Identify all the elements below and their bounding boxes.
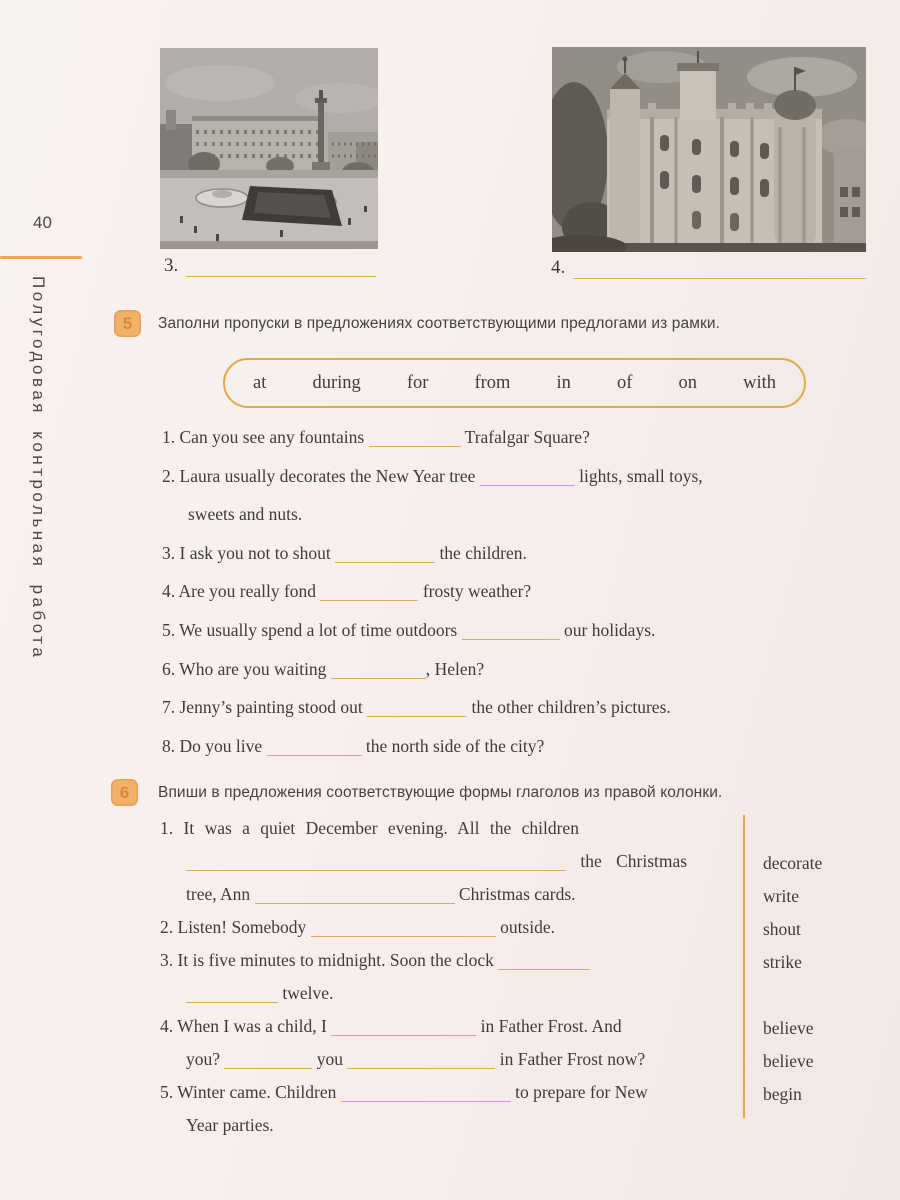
answer-blank[interactable]: [347, 1052, 495, 1070]
sentence-text: tree, Ann: [186, 884, 255, 904]
sentence-line: [162, 727, 867, 766]
sentence-text: our holidays.: [559, 619, 656, 640]
sentence-line: [160, 845, 730, 878]
sentence-text: 3. It is five minutes to midnight. Soon the clock: [160, 950, 499, 970]
sentence-text: 3. I ask you not to shout: [162, 542, 336, 563]
word-bank-item: on: [678, 372, 697, 393]
exercise-5-sentences: [162, 418, 867, 765]
sentence-text: 5. Winter came. Children: [160, 1082, 341, 1102]
sentence-line: [162, 457, 867, 496]
sentence-text: the Christmas: [566, 851, 688, 871]
tower-of-london-photo: [552, 47, 866, 252]
sentence-text: in Father Frost now?: [495, 1049, 646, 1069]
sentence-text: , Helen?: [425, 658, 485, 679]
answer-blank[interactable]: [224, 1052, 312, 1070]
sidebar-rule: [0, 256, 82, 259]
answer-blank[interactable]: [498, 953, 590, 971]
answer-blank[interactable]: [331, 661, 426, 679]
sentence-text: Year parties.: [186, 1115, 274, 1135]
exercise-5-instruction: Заполни пропуски в предложениях соответствующими предлогами из рамки.: [158, 315, 721, 332]
sentence-text: 2. Laura usually decorates the New Year tree: [162, 465, 480, 486]
sentence-line: [160, 1010, 730, 1043]
caption-answer-blank[interactable]: [573, 259, 866, 279]
sentence-line: [160, 812, 730, 845]
sentence-line: [162, 418, 867, 457]
answer-blank[interactable]: [367, 700, 467, 718]
sentence-text: lights, small toys,: [574, 465, 703, 486]
caption-number: 3.: [164, 255, 179, 276]
word-bank-item: in: [556, 372, 571, 393]
verb-option: write: [763, 886, 799, 906]
sentence-line: [160, 1043, 730, 1076]
sentence-line: [160, 1109, 730, 1142]
sentence-text: Trafalgar Square?: [460, 427, 590, 447]
sentence-line: [162, 495, 867, 534]
sentence-text: you: [312, 1049, 348, 1069]
sentence-text: 2. Listen! Somebody: [160, 917, 311, 937]
verb-option: shout: [763, 919, 801, 939]
verb-column-separator: [743, 815, 745, 1118]
exercise-6-instruction: Впиши в предложения соответствующие формы глаголов из правой колонки.: [158, 784, 723, 801]
sentence-text: outside.: [495, 917, 555, 937]
answer-blank[interactable]: [480, 468, 575, 486]
word-bank: [223, 358, 806, 408]
sentence-line: [160, 1076, 730, 1109]
sentence-text: the other children’s pictures.: [467, 697, 671, 718]
page-number: 40: [33, 213, 52, 232]
sentence-line: [162, 534, 867, 573]
sentence-text: 1. Can you see any fountains: [162, 427, 369, 447]
caption-number: 4.: [551, 257, 566, 278]
photo-caption-4: [551, 257, 866, 279]
verb-option: believe: [763, 1018, 814, 1038]
sentence-text: in Father Frost. And: [476, 1016, 622, 1036]
sentence-line: [162, 611, 867, 650]
sidebar-title: Полугодовая контрольная работа: [29, 276, 48, 661]
verb-option: begin: [763, 1084, 802, 1104]
sentence-line: [162, 650, 867, 689]
sentence-line: [162, 688, 867, 727]
sentence-text: 8. Do you live: [162, 735, 267, 756]
sentence-text: the children.: [435, 542, 527, 563]
sentence-text: sweets and nuts.: [188, 504, 303, 525]
sentence-line: [160, 911, 730, 944]
sentence-text: frosty weather?: [418, 581, 532, 602]
sentence-text: 1. It was a quiet December evening. All the children: [160, 818, 579, 838]
trafalgar-square-illustration: [160, 48, 378, 249]
word-bank-item: for: [406, 372, 429, 393]
sentence-text: twelve.: [278, 983, 334, 1003]
sentence-text: 4. Are you really fond: [162, 581, 321, 602]
word-bank-item: from: [474, 372, 511, 393]
answer-blank[interactable]: [462, 622, 560, 640]
verb-option: decorate: [763, 853, 823, 873]
answer-blank[interactable]: [369, 430, 461, 448]
caption-answer-blank[interactable]: [186, 257, 376, 277]
answer-blank[interactable]: [341, 1085, 511, 1103]
sentence-line: [160, 944, 730, 977]
answer-blank[interactable]: [255, 887, 455, 905]
answer-blank[interactable]: [331, 1019, 476, 1037]
sentence-text: 6. Who are you waiting: [162, 658, 331, 679]
verb-option: believe: [763, 1051, 814, 1071]
sentence-text: 5. We usually spend a lot of time outdoors: [162, 619, 462, 640]
tower-of-london-illustration: [552, 47, 866, 252]
answer-blank[interactable]: [320, 584, 418, 602]
sentence-text: 7. Jenny’s painting stood out: [162, 697, 368, 718]
word-bank-item: at: [253, 372, 267, 393]
answer-blank[interactable]: [186, 986, 278, 1004]
answer-blank[interactable]: [311, 920, 496, 938]
exercise-6-badge: 6: [111, 779, 138, 806]
word-bank-item: with: [743, 372, 776, 393]
verb-option: strike: [763, 952, 802, 972]
exercise-6-sentences: [160, 812, 730, 1142]
sentence-text: 4. When I was a child, I: [160, 1016, 332, 1036]
trafalgar-square-photo: [160, 48, 378, 249]
answer-blank[interactable]: [335, 545, 435, 563]
word-bank-item: during: [312, 372, 361, 393]
sentence-text: you?: [186, 1049, 225, 1069]
sentence-text: the north side of the city?: [361, 735, 545, 756]
answer-blank[interactable]: [267, 738, 362, 756]
sentence-line: [160, 977, 730, 1010]
sentence-text: to prepare for New: [510, 1082, 648, 1102]
sentence-line: [160, 878, 730, 911]
sentence-text: Christmas cards.: [454, 884, 576, 904]
exercise-5-badge: 5: [114, 310, 141, 337]
answer-blank[interactable]: [186, 854, 566, 872]
photo-caption-3: [164, 255, 376, 277]
sentence-line: [162, 572, 867, 611]
word-bank-item: of: [617, 372, 633, 393]
